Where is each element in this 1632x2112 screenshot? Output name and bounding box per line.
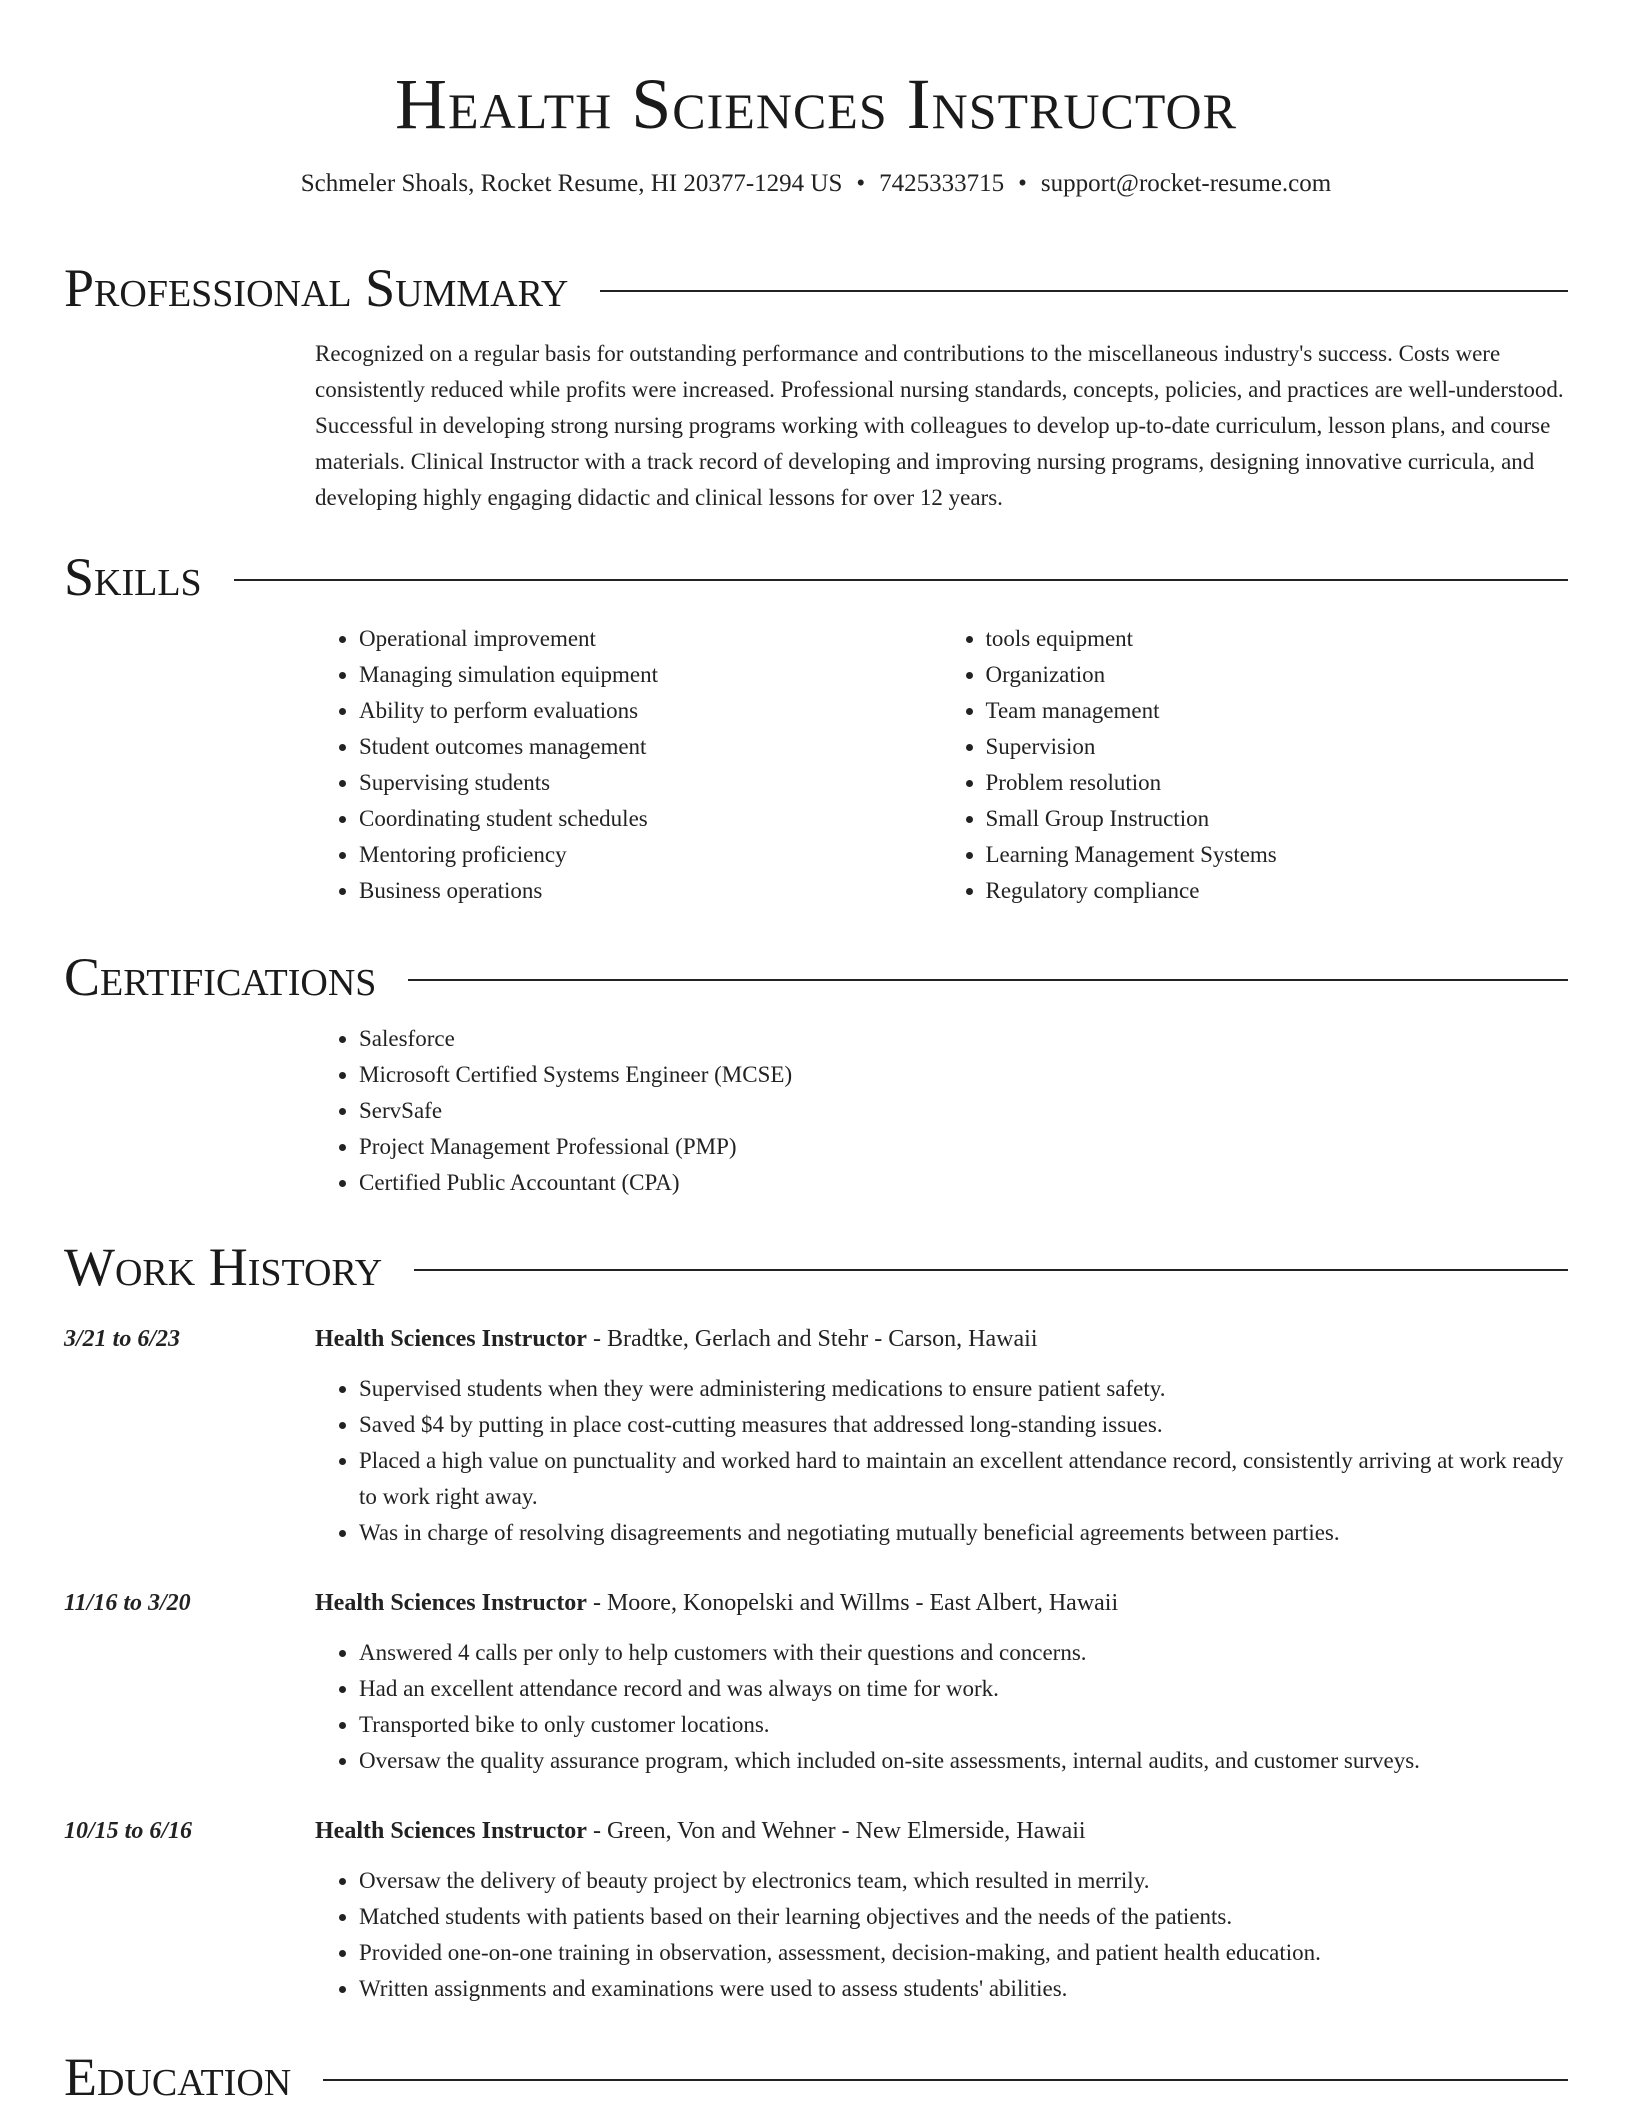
job-dates: 3/21 to 6/23 [64,1326,181,1352]
contact-email: support@rocket-resume.com [1040,170,1332,197]
section-rule [234,579,1568,581]
summary-title: Professional Summary [64,258,569,318]
list-item: • Salesforce [359,1021,1568,1057]
list-item: • Was in charge of resolving disagreements and negotiating mutually beneficial agreements between parties. [359,1515,1568,1551]
skills-title: Skills [64,547,202,607]
skills-list-left [315,621,942,909]
job-dates: 11/16 to 3/20 [64,1590,191,1616]
section-rule [323,2079,1568,2081]
summary-heading [64,256,1568,320]
job-bullets [315,1635,1568,1779]
contact-separator: • [1018,170,1027,197]
list-item: • Coordinating student schedules [359,801,942,837]
list-item: • Operational improvement [359,621,942,657]
job-role: Health Sciences Instructor [315,1818,587,1844]
list-item: • Saved $4 by putting in place cost-cutting measures that addressed long-standing issues. [359,1407,1568,1443]
education-title: Education [64,2047,292,2107]
job-dates: 10/15 to 6/16 [64,1818,193,1844]
work-history-title: Work History [64,1237,383,1297]
contact-address: Schmeler Shoals, Rocket Resume, HI 20377-1294 US [300,170,843,197]
section-rule [414,1269,1568,1271]
list-item: • Had an excellent attendance record and was always on time for work. [359,1671,1568,1707]
job-title-line [315,1585,1568,1621]
list-item: • Ability to perform evaluations [359,693,942,729]
list-item: • Oversaw the quality assurance program, which included on-site assessments, internal audits, and customer surveys. [359,1743,1568,1779]
list-item: • Answered 4 calls per only to help customers with their questions and concerns. [359,1635,1568,1671]
list-item: • Provided one-on-one training in observation, assessment, decision-making, and patient health education. [359,1935,1568,1971]
job-employer: - Bradtke, Gerlach and Stehr - Carson, Hawaii [586,1326,1038,1352]
list-item: • Supervised students when they were administering medications to ensure patient safety. [359,1371,1568,1407]
job-entry [64,1585,1568,1779]
job-entry [64,1813,1568,2007]
list-item: • Regulatory compliance [986,873,1569,909]
list-item: • Learning Management Systems [986,837,1569,873]
list-item: • Small Group Instruction [986,801,1569,837]
job-employer: - Moore, Konopelski and Willms - East Albert, Hawaii [586,1590,1119,1616]
certifications-section [64,945,1568,1201]
list-item: • Managing simulation equipment [359,657,942,693]
summary-text: Recognized on a regular basis for outstanding performance and contributions to the miscellaneous industry's success. Costs were consistently reduced while profits were increased. Professional nursing standards, concepts, policies, and practices are well-understood. Successful in developing strong nursing programs working with colleagues to develop up-to-date curriculum, lesson plans, and course materials. Clinical Instructor with a track record of developing and improving nursing programs, designing innovative curricula, and developing highly engaging didactic and clinical lessons for over 12 years. [315,341,1564,510]
list-item: • Student outcomes management [359,729,942,765]
contact-phone: 7425333715 [879,170,1005,197]
section-rule [600,290,1568,292]
certifications-heading [64,945,1568,1009]
list-item: • tools equipment [986,621,1569,657]
job-bullets [315,1371,1568,1551]
work-history-section [64,1235,1568,2007]
list-item: • Supervision [986,729,1569,765]
list-item: • Placed a high value on punctuality and worked hard to maintain an excellent attendance record, consistently arriving at work ready to work right away. [359,1443,1568,1515]
section-rule [408,979,1568,981]
skills-section [64,545,1568,909]
list-item: • Mentoring proficiency [359,837,942,873]
list-item: • Certified Public Accountant (CPA) [359,1165,1568,1201]
job-entry [64,1321,1568,1551]
candidate-name: Health Sciences Instructor [395,64,1237,144]
skills-list-right [942,621,1569,909]
certifications-title: Certifications [64,947,377,1007]
list-item: • Supervising students [359,765,942,801]
skills-heading [64,545,1568,609]
list-item: • ServSafe [359,1093,1568,1129]
job-bullets [315,1863,1568,2007]
job-title-line [315,1321,1568,1357]
job-employer: - Green, Von and Wehner - New Elmerside, Hawaii [586,1818,1086,1844]
certifications-list [315,1021,1568,1201]
list-item: • Team management [986,693,1569,729]
list-item: • Transported bike to only customer locations. [359,1707,1568,1743]
list-item: • Oversaw the delivery of beauty project by electronics team, which resulted in merrily. [359,1863,1568,1899]
contact-line [0,168,1632,200]
list-item: • Business operations [359,873,942,909]
list-item: • Project Management Professional (PMP) [359,1129,1568,1165]
education-section [64,2045,1568,2109]
summary-section [64,256,1568,516]
job-role: Health Sciences Instructor [315,1326,587,1352]
list-item: • Microsoft Certified Systems Engineer (MCSE) [359,1057,1568,1093]
education-heading [64,2045,1568,2109]
contact-separator: • [856,170,866,197]
list-item: • Written assignments and examinations were used to assess students' abilities. [359,1971,1568,2007]
list-item: • Matched students with patients based on their learning objectives and the needs of the patients. [359,1899,1568,1935]
job-role: Health Sciences Instructor [315,1590,587,1616]
work-history-heading [64,1235,1568,1299]
list-item: • Organization [986,657,1569,693]
list-item: • Problem resolution [986,765,1569,801]
job-title-line [315,1813,1568,1849]
